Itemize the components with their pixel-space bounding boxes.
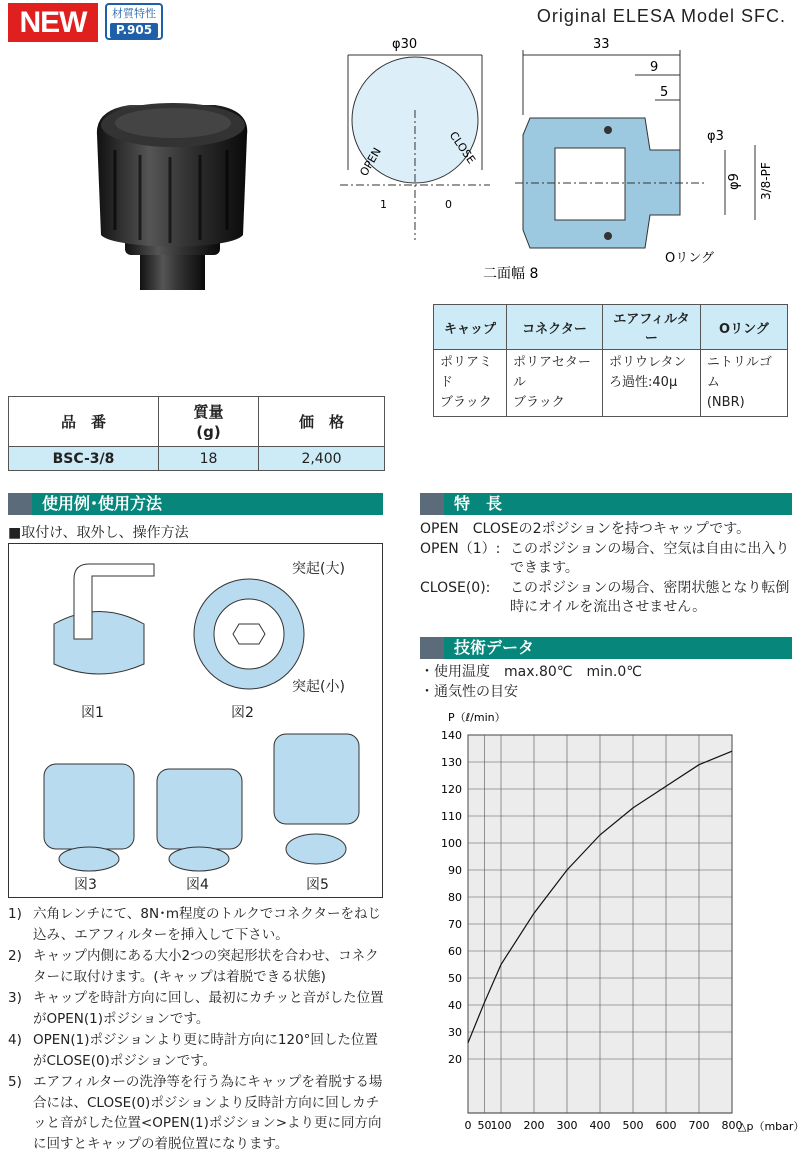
spec-table (8, 396, 385, 471)
y-tick-label: 130 (441, 756, 462, 769)
x-tick-label: 400 (589, 1119, 611, 1132)
y-tick-label: 40 (448, 999, 462, 1012)
mat-header-filter: エアフィルター (603, 305, 701, 350)
new-badge: NEW (8, 3, 98, 42)
ref-page: P.905 (110, 23, 158, 38)
usage-subtitle: ■取付け、取外し、操作方法 (8, 525, 189, 541)
y-tick-label: 90 (448, 864, 462, 877)
usage-figure-box (8, 543, 383, 898)
spec-part[interactable]: BSC-3/8 (9, 447, 159, 471)
x-tick-label: 500 (622, 1119, 644, 1132)
x-tick-label: 200 (523, 1119, 545, 1132)
section-view-drawing (483, 30, 785, 290)
fig-label-4: 図4 (186, 877, 209, 893)
spec-mass: 18 (159, 447, 259, 471)
x-tick-label: 300 (556, 1119, 578, 1132)
features-text (420, 520, 800, 618)
dim-thread: 3/8-PF (759, 162, 773, 200)
mat-connector: ポリアセタール ブラック (506, 350, 602, 417)
open-marking: OPEN (357, 145, 384, 179)
dim-5: 5 (660, 85, 669, 100)
usage-section-header: 使用例･使用方法 (8, 493, 383, 515)
y-tick-label: 50 (448, 972, 462, 985)
tech-section-header: 技術データ (420, 637, 792, 659)
spec-header-mass: 質量 (g) (159, 397, 259, 447)
oring-label: Oリング (665, 251, 714, 266)
features-section-header: 特 長 (420, 493, 792, 515)
x-tick-label: 600 (655, 1119, 677, 1132)
mat-cap: ポリアミド ブラック (434, 350, 507, 417)
step-item: 5) エアフィルターの洗浄等を行う為にキャップを着脱する場合には、CLOSE(0)ポジションより反時計方向に回しカチッと音がした位置<OPEN(1)ポジション>より更に同方向に回すとキャップの着脱位置になります。 (8, 1074, 383, 1152)
fig-label-3: 図3 (74, 877, 97, 893)
airflow-chart (420, 705, 805, 1145)
temp-range: ・使用温度 max.80℃ min.0℃ (420, 664, 642, 680)
materials-table (433, 304, 788, 417)
material-ref-badge[interactable] (105, 3, 163, 40)
open-label: OPEN（1）: (420, 540, 501, 557)
x-tick-label: 100 (490, 1119, 512, 1132)
y-tick-label: 30 (448, 1026, 462, 1039)
callout-small: 突起(小) (292, 679, 345, 695)
mark-0: 0 (445, 198, 452, 211)
y-tick-label: 70 (448, 918, 462, 931)
x-axis-label: △p（mbar） (738, 1120, 805, 1133)
fig-label-1: 図1 (81, 705, 104, 721)
spec-header-price: 価 格 (259, 397, 385, 447)
features-line1: OPEN CLOSEの2ポジションを持つキャップです。 (420, 521, 751, 537)
mat-header-connector: コネクター (506, 305, 602, 350)
dim-33: 33 (593, 37, 610, 52)
mark-1: 1 (380, 198, 387, 211)
dim-phi3: φ3 (707, 129, 724, 144)
mat-header-cap: キャップ (434, 305, 507, 350)
usage-steps (8, 904, 388, 1155)
mat-oring: ニトリルゴム (NBR) (700, 350, 787, 417)
x-tick-label: 800 (721, 1119, 743, 1132)
y-tick-label: 100 (441, 837, 462, 850)
step-item: 1) 六角レンチにて、8N･m程度のトルクでコネクターをねじ込み、エアフィルターを挿入して下さい。 (8, 906, 381, 943)
x-tick-label: 700 (688, 1119, 710, 1132)
fig-label-5: 図5 (306, 877, 329, 893)
usage-figures (9, 544, 382, 897)
fig1-body (54, 612, 144, 675)
close-label: CLOSE(0): (420, 579, 491, 596)
dim-phi30: φ30 (392, 37, 418, 52)
y-tick-label: 20 (448, 1053, 462, 1066)
y-tick-label: 60 (448, 945, 462, 958)
mat-header-oring: Oリング (700, 305, 787, 350)
step-item: 2) キャップ内側にある大小2つの突起形状を合わせ、コネクターに取付けます。(キャップは着脱できる状態) (8, 948, 379, 985)
fig4-body (157, 769, 242, 849)
y-tick-label: 120 (441, 783, 462, 796)
mat-filter: ポリウレタン ろ過性:40μ (603, 350, 701, 417)
step-item: 4) OPEN(1)ポジションより更に時計方向に120°回した位置がCLOSE(0)ポジションです。 (8, 1032, 378, 1069)
spec-price: 2,400 (259, 447, 385, 471)
ref-label: 材質特性 (112, 7, 156, 20)
dim-phi9: φ9 (727, 173, 742, 190)
fig3-body (44, 764, 134, 849)
original-model-text: Original ELESA Model SFC. (536, 6, 786, 26)
y-tick-label: 110 (441, 810, 462, 823)
width-across-label: 二面幅 8 (483, 266, 539, 282)
fig5-body (274, 734, 359, 824)
fig-label-2: 図2 (231, 705, 254, 721)
product-photo (85, 95, 260, 295)
close-text: このポジションの場合、密閉状態となり転倒時にオイルを流出させません。 (510, 579, 790, 615)
x-tick-label: 0 (464, 1119, 472, 1132)
vent-guide: ・通気性の目安 (420, 684, 518, 700)
spec-header-part: 品 番 (9, 397, 159, 447)
step-item: 3) キャップを時計方向に回し、最初にカチッと音がした位置がOPEN(1)ポジションです。 (8, 990, 384, 1027)
close-marking: CLOSE (446, 129, 478, 167)
callout-large: 突起(大) (292, 561, 345, 577)
open-text: このポジションの場合、空気は自由に出入りできます。 (510, 540, 790, 576)
tech-text (420, 662, 642, 702)
dim-9: 9 (650, 60, 659, 75)
y-tick-label: 80 (448, 891, 462, 904)
y-axis-label: P（ℓ/min） (448, 711, 506, 724)
y-tick-label: 140 (441, 729, 462, 742)
front-view-drawing (340, 30, 490, 260)
x-tick-label: 50 (477, 1119, 492, 1132)
